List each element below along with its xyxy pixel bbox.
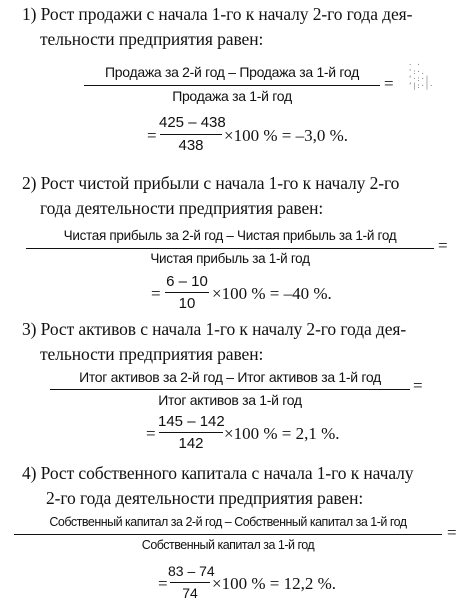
section-1-calc-bar <box>160 134 222 135</box>
section-2-calc-prefix: = <box>151 284 161 303</box>
section-2-formula-bar <box>26 248 434 249</box>
section-2-calc-result: ×100 % = –40 %. <box>212 284 332 303</box>
section-3-formula-bar <box>50 389 410 390</box>
section-1-equals: = <box>384 74 394 93</box>
section-4-calc-prefix: = <box>158 574 168 593</box>
section-3-equals: = <box>413 376 423 395</box>
section-2-calc-numerator: 6 – 10 <box>166 273 208 290</box>
section-3-line-2: тельности предприятия равен: <box>40 344 264 364</box>
section-4-line-1: 4) Рост собственного капитала с начала 1-го к началу <box>22 463 414 483</box>
section-2-line-1: 2) Рост чистой прибыли с начала 1-го к началу 2-го <box>22 173 400 193</box>
section-3-formula-numerator: Итог активов за 2-й год – Итог активов за 1-й год <box>79 369 381 385</box>
section-1-calc-result: ×100 % = –3,0 %. <box>224 126 348 145</box>
section-1-line-1: 1) Рост продажи с начала 1-го к началу 2-го года дея- <box>22 4 413 24</box>
section-4-formula-bar <box>14 534 442 535</box>
section-2-line-2: года деятельности предприятия равен: <box>40 198 324 218</box>
section-1-formula-numerator: Продажа за 2-й год – Продажа за 1-й год <box>105 64 359 80</box>
section-2-calc-bar <box>165 292 209 293</box>
section-1-formula-bar <box>84 85 380 86</box>
section-4-formula-denominator: Собственный капитал за 1-й год <box>141 538 315 552</box>
section-2-equals: = <box>438 236 448 255</box>
section-3-formula-denominator: Итог активов за 1-й год <box>158 392 302 408</box>
section-4-calc-bar <box>170 582 210 583</box>
section-4-formula-numerator: Собственный капитал за 2-й год – Собственный капитал за 1-й год <box>49 515 407 529</box>
section-4-line-2: 2-го года деятельности предприятия равен: <box>46 488 364 508</box>
section-1-calc-numerator: 425 – 438 <box>159 114 226 131</box>
section-3-line-1: 3) Рост активов с начала 1-го к началу 2-го года дея- <box>22 319 407 339</box>
section-4-calc-denominator: 74 <box>182 585 198 601</box>
section-1-formula-denominator: Продажа за 1-й год <box>172 88 292 104</box>
section-4-calc-result: ×100 % = 12,2 %. <box>212 574 336 593</box>
section-2-formula-numerator: Чистая прибыль за 2-й год – Чистая прибыль за 1-й год <box>63 228 397 243</box>
section-3-calc-bar <box>159 432 223 433</box>
section-3-calc-denominator: 142 <box>178 435 204 452</box>
section-1-calc-prefix: = <box>147 126 157 145</box>
section-1-calc-denominator: 438 <box>178 137 204 154</box>
section-2-formula-denominator: Чистая прибыль за 1-й год <box>150 251 310 266</box>
section-1-line-2: тельности предприятия равен: <box>40 29 264 49</box>
section-3-calc-numerator: 145 – 142 <box>158 413 225 430</box>
section-4-equals: = <box>447 523 457 542</box>
scan-artifact: · · ':·. ʻ·:·| ʼ|:·|· <box>408 61 434 90</box>
section-3-calc-result: ×100 % = 2,1 %. <box>224 424 340 443</box>
section-4-calc-numerator: 83 – 74 <box>168 563 215 579</box>
section-3-calc-prefix: = <box>146 424 156 443</box>
section-2-calc-denominator: 10 <box>178 295 196 312</box>
